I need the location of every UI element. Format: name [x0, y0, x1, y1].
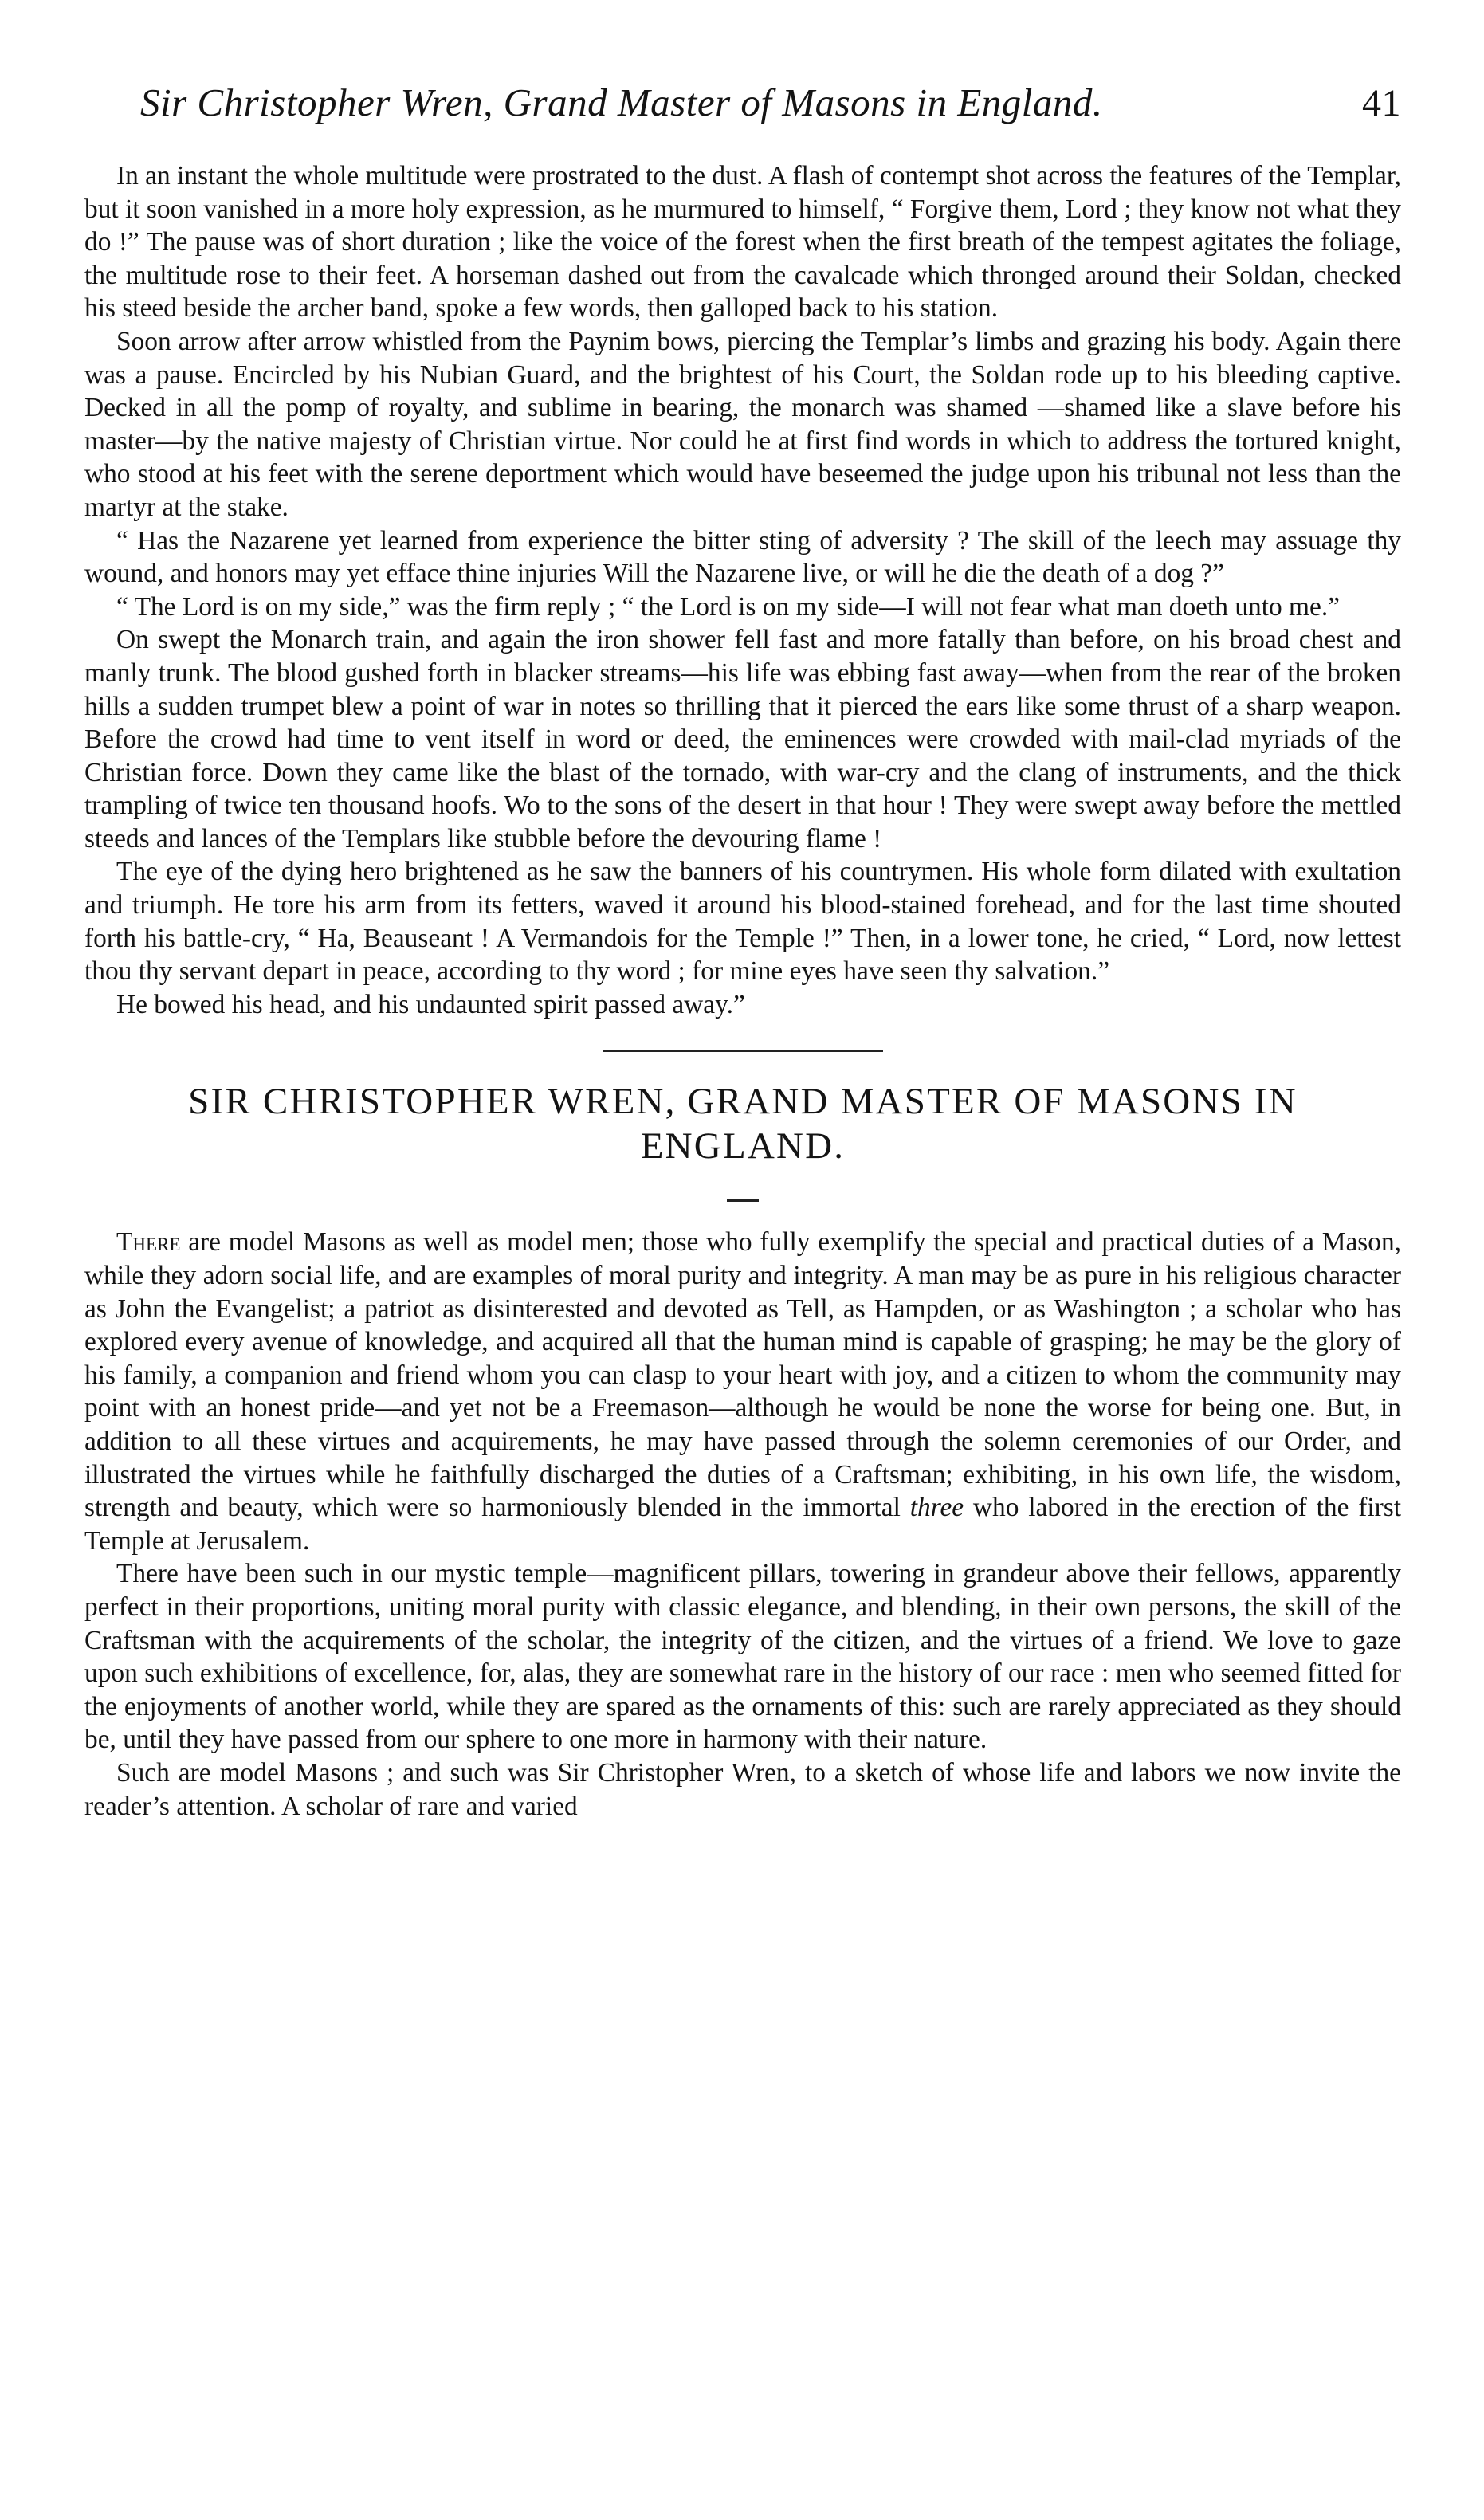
paragraph: “ The Lord is on my side,” was the firm reply ; “ the Lord is on my side—I will not fear what man doeth unto me.” [116, 591, 1340, 622]
paragraph: Such are model Masons ; and such was Sir Christopher Wren, to a sketch of whose life and labors we now invite the reader’s attention. A scholar of rare and varied [84, 1757, 1401, 1821]
running-header [84, 80, 1401, 142]
paragraph: The eye of the dying hero brightened as he saw the banners of his countrymen. His whole form dilated with exultation and triumph. He tore his arm from its fetters, waved it around his blood-stained forehead, and for the last time shouted forth his battle-cry, “ Ha, Beauseant ! A Vermandois for the Temple !” Then, in a lower tone, he cried, “ Lord, now lettest thou thy servant depart in peace, according to thy word ; for mine eyes have seen thy salvation.” [84, 857, 1401, 987]
paragraph: Soon arrow after arrow whistled from the Paynim bows, piercing the Templar’s limbs and grazing his body. Again there was a pause. Encircled by his Nubian Guard, and the brightest of his Court, the Soldan rode up to his bleeding captive. Decked in all the pomp of royalty, and sublime in bearing, the monarch was shamed —shamed like a slave before his master—by the native majesty of Christian virtue. Nor could he at first find words in which to address the tortured knight, who stood at his feet with the serene deportment which would have beseemed the judge upon his tribunal not less than the martyr at the stake. [84, 326, 1401, 522]
paragraph [84, 1226, 1401, 1557]
section-divider [603, 1050, 883, 1052]
paragraph: There have been such in our mystic temple—magnificent pillars, towering in grandeur above their fellows, apparently perfect in their proportions, uniting moral purity with classic elegance, and blending, in their own persons, the skill of the Craftsman with the acquirements of the scholar, the integrity of the citizen, and the virtues of a friend. We love to gaze upon such exhibitions of excellence, for, alas, they are somewhat rare in the history of our race : men who seemed fitted for the enjoyments of another world, while they are spared as the ornaments of this: such are rarely appreciated as they should be, until they have passed from our sphere to one more in harmony with their nature. [84, 1559, 1401, 1755]
opening-word: There [116, 1227, 181, 1258]
paragraph: He bowed his head, and his undaunted spirit passed away.” [116, 989, 745, 1019]
story-text [84, 159, 1401, 1021]
paragraph: In an instant the whole multitude were prostrated to the dust. A flash of contempt shot across the features of the Templar, but it soon vanished in a more holy expression, as he murmured to himself, “ Forgive them, Lord ; they know not what they do !” The pause was of short duration ; like the voice of the forest when the first breath of the tempest agitates the foliage, the multitude rose to their feet. A horseman dashed out from the cavalcade which thronged around their Soldan, checked his steed beside the archer band, spoke a few words, then galloped back to his station. [84, 161, 1401, 324]
paragraph: “ Has the Nazarene yet learned from experience the bitter sting of adversity ? The skill of the leech may assuage thy wound, and honors may yet efface thine injuries Will the Nazarene live, or will he die the death of a dog ?” [84, 525, 1401, 589]
paragraph: On swept the Monarch train, and again the iron shower fell fast and more fatally than before, on his broad chest and manly trunk. The blood gushed forth in blacker streams—his life was ebbing fast away—when from the rear of the broken hills a sudden trumpet blew a point of war in notes so thrilling that it pierced the ears like some thrust of a sharp weapon. Before the crowd had time to vent itself in word or deed, the eminences were crowded with mail-clad myriads of the Christian force. Down they came like the blast of the tornado, with war-cry and the clang of instruments, and the thick trampling of twice ten thousand hoofs. Wo to the sons of the desert in that hour ! They were swept away before the mettled steeds and lances of the Templars like stubble before the devouring flame ! [84, 625, 1401, 854]
running-title: Sir Christopher Wren, Grand Master of Masons in England. [140, 80, 1103, 124]
title-underline [727, 1199, 759, 1202]
paragraph-text: are model Masons as well as model men; those who fully exemplify the special and practical duties of a Mason, while they adorn social life, and are examples of moral purity and integrity. A man may be as pure in his religious character as John the Evangelist; a patriot as disinterested and devoted as Tell, as Hampden, or as Washington ; a scholar who has explored every avenue of knowledge, and acquired all that the human mind is capable of grasping; he may be the glory of his family, a companion and friend whom you can clasp to your heart with joy, and a citizen to whom the community may point with an honest pride—and yet not be a Freemason—although he would be none the worse for being one. But, in addition to all these virtues and acquirements, he may have passed through the solemn ceremonies of our Order, and illustrated the virtues while he faithfully discharged the duties of a Craftsman; exhibiting, in his own life, the wisdom, strength and beauty, which were so harmoniously blended in the immortal [84, 1227, 1401, 1523]
book-page [84, 80, 1401, 1823]
article-text [84, 1226, 1401, 1823]
section-title: SIR CHRISTOPHER WREN, GRAND MASTER OF MASONS IN ENGLAND. [188, 1081, 1298, 1168]
italic-word: three [909, 1493, 964, 1523]
page-number: 41 [1362, 82, 1401, 124]
paragraph-text: who labored in the erection of the first Temple at Jerusalem. [84, 1493, 1402, 1556]
